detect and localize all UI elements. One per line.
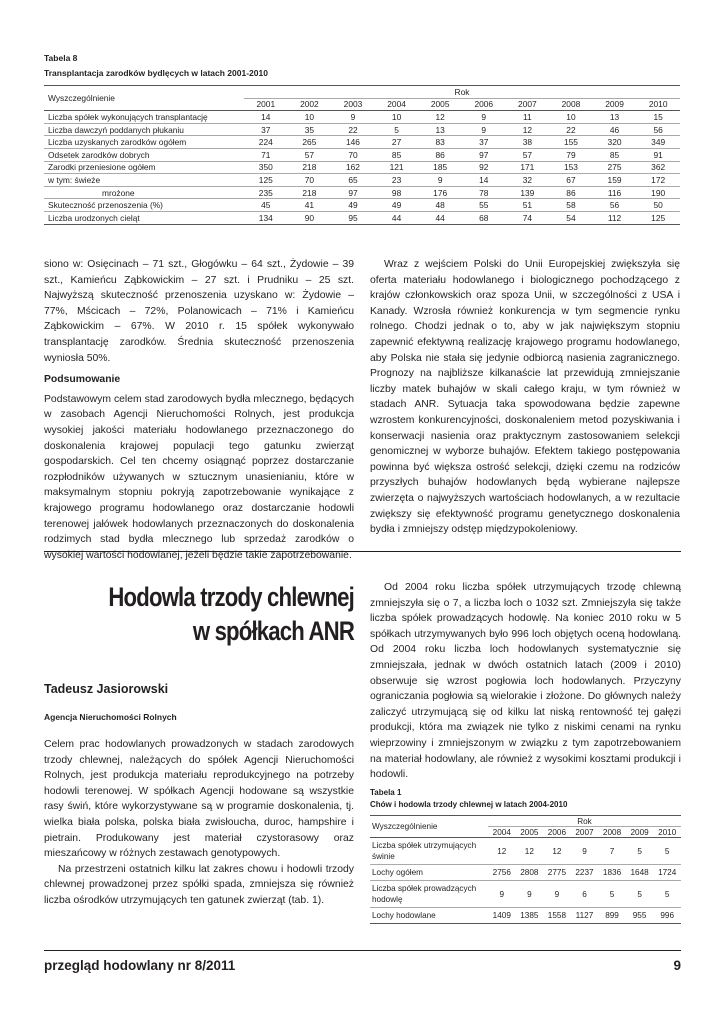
row-label: w tym: świeże (44, 174, 244, 187)
article-left-column (44, 737, 354, 909)
row-label: mrożone (44, 186, 244, 199)
row-label: Lochy hodowlane (370, 908, 488, 924)
row-label: Liczba spółek prowadzących hodowlę (370, 881, 488, 908)
table-cell: 171 (506, 161, 550, 174)
table-cell: 37 (244, 123, 288, 136)
table-cell: 14 (244, 111, 288, 124)
row-label: Liczba spółek utrzymujących świnie (370, 838, 488, 865)
table-cell: 46 (593, 123, 637, 136)
table-row (370, 865, 681, 881)
table-cell: 9 (462, 123, 506, 136)
table-cell: 12 (543, 838, 571, 865)
paragraph: Celem prac hodowlanych prowadzonych w stadach zarodowych trzody chlewnej, należących do spółek Agencji Nieruchomości Rolnych, jest produkcja materiału reprodukcyjnego na potrzeby hodowli terenowej. W spółkach Agencji hodowane są wszystkie rasy świń, które wykorzystywane są w programie doskonalenia, tj. wielka biała polska, polska biała zwisłoucha, duroc, hampshire i pietrain. Produkowany jest materiał czystorasowy oraz mieszańcowy w różnych zestawach genotypowych. (44, 739, 354, 860)
table-cell: 116 (593, 186, 637, 199)
article-title-line2: w spółkach ANR (192, 616, 354, 646)
table8-year-header: 2009 (593, 98, 637, 111)
table8-group-header: Rok (244, 86, 680, 99)
table-cell: 41 (288, 199, 332, 212)
table-cell: 12 (516, 838, 544, 865)
table-cell: 11 (506, 111, 550, 124)
table-cell: 1836 (598, 865, 626, 881)
table-cell: 159 (593, 174, 637, 187)
footer-divider (44, 950, 681, 951)
table8-year-header: 2002 (288, 98, 332, 111)
table-cell: 22 (331, 123, 375, 136)
row-label: Zarodki przeniesione ogółem (44, 161, 244, 174)
table-cell: 1127 (571, 908, 599, 924)
table-cell: 12 (506, 123, 550, 136)
article-title-line1: Hodowla trzody chlewnej (108, 582, 354, 612)
table-cell: 5 (375, 123, 419, 136)
table-cell: 71 (244, 148, 288, 161)
table-cell: 74 (506, 211, 550, 224)
paragraph: siono w: Osięcinach – 71 szt., Głogówku – 64 szt., Żydowie – 39 szt., Kamieńcu Ząbkowickim – 27 szt. i Prudniku – 25 szt. Najwyższą skuteczność przenoszenia uzyskano w: Żydowie – 77%, Mścicach – 72%, Polanowicach – 71% i Kamieńcu Ząbkowickim – 67%. W 2010 r. 15 spółek wykonywało transplantację zarodków. Średnia skuteczność przenoszenia wyniosła 50%. (44, 259, 354, 364)
table-cell: 146 (331, 136, 375, 149)
paragraph: Podstawowym celem stad zarodowych bydła mlecznego, będących w zasobach Agencji Nieruchomości Rolnych, jest produkcja wysokiej jakości materiału hodowlanego przeznaczonego do doskonalenia krajowej populacji tego gatunku zwierząt gospodarskich. Cel ten chcemy osiągnąć poprzez dostarczanie rozpłodników używanych w sztucznym unasienianiu, które w maksymalnym stopniu pokryją zapotrzebowanie wynikające z krajowego programu hodowlanego oraz dostarczanie hodowli terenowej jałówek hodowlanych przeznaczonych do doskonalenia rodzimych stad bydła mlecznego lub sprzedaż zarodków o wysokiej wartości hodowlanej, jeżeli będzie takie zapotrzebowanie. (44, 393, 354, 561)
table1-label-header: Wyszczególnienie (370, 816, 488, 838)
row-label: Liczba uzyskanych zarodków ogółem (44, 136, 244, 149)
table-row (370, 908, 681, 924)
table-cell: 1385 (516, 908, 544, 924)
table-cell: 13 (593, 111, 637, 124)
top-left-column (44, 257, 354, 563)
table-cell: 79 (549, 148, 593, 161)
table-cell: 55 (462, 199, 506, 212)
article-affiliation: Agencja Nieruchomości Rolnych (44, 712, 177, 722)
table1-year-header: 2007 (571, 827, 599, 838)
table-cell: 190 (636, 186, 680, 199)
table-cell: 1724 (653, 865, 681, 881)
table-cell: 275 (593, 161, 637, 174)
row-label: Liczba dawczyń poddanych płukaniu (44, 123, 244, 136)
table-row (44, 123, 680, 136)
table1 (370, 815, 681, 924)
table-cell: 22 (549, 123, 593, 136)
table8-year-header: 2008 (549, 98, 593, 111)
table-cell: 6 (571, 881, 599, 908)
table-row (370, 881, 681, 908)
table8-year-header: 2003 (331, 98, 375, 111)
section-heading-summary: Podsumowanie (44, 374, 121, 386)
table-cell: 5 (626, 881, 654, 908)
page-number: 9 (673, 958, 681, 973)
table-cell: 153 (549, 161, 593, 174)
table-cell: 48 (418, 199, 462, 212)
table-cell: 15 (636, 111, 680, 124)
table-cell: 9 (331, 111, 375, 124)
table-cell: 49 (331, 199, 375, 212)
article-right-column (370, 580, 681, 783)
table-cell: 9 (462, 111, 506, 124)
table-cell: 70 (331, 148, 375, 161)
table-cell: 955 (626, 908, 654, 924)
table-cell: 218 (288, 161, 332, 174)
table-cell: 1558 (543, 908, 571, 924)
table-cell: 9 (543, 881, 571, 908)
table-row (44, 136, 680, 149)
table-cell: 5 (653, 881, 681, 908)
table-row (44, 186, 680, 199)
top-right-column (370, 257, 680, 538)
table-cell: 45 (244, 199, 288, 212)
table-cell: 37 (462, 136, 506, 149)
table-cell: 57 (506, 148, 550, 161)
table-cell: 91 (636, 148, 680, 161)
table-cell: 56 (593, 199, 637, 212)
section-divider (44, 551, 681, 552)
table-cell: 78 (462, 186, 506, 199)
table-cell: 97 (331, 186, 375, 199)
table-cell: 85 (375, 148, 419, 161)
article-author: Tadeusz Jasiorowski (44, 682, 169, 696)
table1-caption-title: Chów i hodowla trzody chlewnej w latach 2004-2010 (370, 800, 568, 809)
table-cell: 65 (331, 174, 375, 187)
table-cell: 5 (598, 881, 626, 908)
table-cell: 95 (331, 211, 375, 224)
table1-caption-label: Tabela 1 (370, 788, 402, 797)
table-cell: 98 (375, 186, 419, 199)
table-cell: 97 (462, 148, 506, 161)
paragraph: Wraz z wejściem Polski do Unii Europejskiej zwiększyła się oferta materiału hodowlanego i biologicznego pochodzącego z krajów członkowskich oraz spoza Unii, w szczególności z USA i Kanady. Wzrosła również konkurencja w tym segmencie rynku rolnego. Chodzi jednak o to, aby w jak największym stopniu zapewnić efektywną realizację krajowego programu hodowlanego, aby Polska nie stała się jedynie odbiorcą nasienia zagranicznego. Prognozy na najbliższe kilkanaście lat przewidują zmniejszanie liczby matek buhajów w skali całego kraju, w tym również w stadach ANR. Sytuacja taka spowodowana będzie zapewne wzrostem konkurencyjności, doskonaleniem metod pozyskiwania i konserwacji nasienia oraz praktycznym zastosowaniem selekcji genomicznej w wyborze buhajów. Efektem takiego postępowania powinna być większa ostrość selekcji, dzięki czemu na rodziców przyszłych buhajów hodowlanych będą wybierane najlepsze zwierzęta o najwyższych wartościach hodowlanych, a w rezultacie zwiększy się efektywność programu genetycznego doskonalenia bydła i zmniejszy odstęp międzypokoleniowy. (370, 259, 680, 536)
table-cell: 1409 (488, 908, 516, 924)
table-row (44, 148, 680, 161)
table1-year-header: 2008 (598, 827, 626, 838)
table-cell: 320 (593, 136, 637, 149)
table-cell: 9 (516, 881, 544, 908)
table1-year-header: 2010 (653, 827, 681, 838)
table-cell: 155 (549, 136, 593, 149)
table-cell: 265 (288, 136, 332, 149)
table-cell: 70 (288, 174, 332, 187)
paragraph: Na przestrzeni ostatnich kilku lat zakres chowu i hodowli trzody chlewnej prowadzonej przez spółki spada, zmniejsza się również liczba ośrodków utrzymujących ten gatunek zwierząt (tab. 1). (44, 863, 354, 906)
table1-group-header: Rok (488, 816, 681, 827)
table-cell: 125 (244, 174, 288, 187)
table-cell: 92 (462, 161, 506, 174)
table-cell: 83 (418, 136, 462, 149)
table8-year-header: 2004 (375, 98, 419, 111)
table-cell: 9 (571, 838, 599, 865)
table1-year-header: 2005 (516, 827, 544, 838)
table-row (44, 111, 680, 124)
table-cell: 112 (593, 211, 637, 224)
table-cell: 235 (244, 186, 288, 199)
table-cell: 58 (549, 199, 593, 212)
table-cell: 350 (244, 161, 288, 174)
table-cell: 162 (331, 161, 375, 174)
table-cell: 10 (288, 111, 332, 124)
row-label: Lochy ogółem (370, 865, 488, 881)
paragraph: Od 2004 roku liczba spółek utrzymujących trzodę chlewną zmniejszyła się o 7, a liczba loch o 1032 szt. Zmniejszyła się także liczba spółek prowadzących hodowlę. Na koniec 2010 roku w 5 spółkach utrzymywanych było 996 loch objętych oceną hodowlaną. Od 2004 roku liczba loch hodowlanych systematycznie się zmniejszała, jednak w dwóch ostatnich latach (2009 i 2010) obserwuje się wzrost pogłowia loch hodowlanych. Przyczyny ograniczania pogłowia są wielorakie i złożone. Do głównych należy zaliczyć utrzymującą się od kilku lat niską rentowność tej gałęzi produkcji, która ma związek nie tylko z niskimi cenami na rynku wieprzowiny i zmniejszonym w związku z tym zapotrzebowaniem na materiał hodowlany, ale również z wysokimi kosztami produkcji i hodowli. (370, 582, 681, 781)
table1-year-header: 2006 (543, 827, 571, 838)
table-cell: 67 (549, 174, 593, 187)
article-title (100, 580, 354, 648)
table-cell: 2808 (516, 865, 544, 881)
table-row (44, 199, 680, 212)
table8-year-header: 2010 (636, 98, 680, 111)
table-cell: 2237 (571, 865, 599, 881)
table-cell: 27 (375, 136, 419, 149)
row-label: Liczba urodzonych cieląt (44, 211, 244, 224)
table8-year-header: 2001 (244, 98, 288, 111)
table-row (44, 161, 680, 174)
table-cell: 44 (375, 211, 419, 224)
table8 (44, 85, 680, 225)
table-cell: 2775 (543, 865, 571, 881)
table8-year-header: 2007 (506, 98, 550, 111)
table-cell: 14 (462, 174, 506, 187)
table-row (44, 211, 680, 224)
table-cell: 32 (506, 174, 550, 187)
table-cell: 44 (418, 211, 462, 224)
table-cell: 121 (375, 161, 419, 174)
table-cell: 139 (506, 186, 550, 199)
table1-year-header: 2004 (488, 827, 516, 838)
table-cell: 9 (488, 881, 516, 908)
table-row (370, 838, 681, 865)
table-cell: 5 (653, 838, 681, 865)
row-label: Skuteczność przenoszenia (%) (44, 199, 244, 212)
table-row (44, 174, 680, 187)
table-cell: 218 (288, 186, 332, 199)
table-cell: 49 (375, 199, 419, 212)
row-label: Odsetek zarodków dobrych (44, 148, 244, 161)
table-cell: 86 (418, 148, 462, 161)
table-cell: 10 (375, 111, 419, 124)
table1-year-header: 2009 (626, 827, 654, 838)
journal-footer: przegląd hodowlany nr 8/2011 (44, 958, 236, 973)
table-cell: 1648 (626, 865, 654, 881)
table-cell: 57 (288, 148, 332, 161)
table-cell: 224 (244, 136, 288, 149)
table8-label-header: Wyszczególnienie (44, 86, 244, 111)
table-cell: 5 (626, 838, 654, 865)
table-cell: 362 (636, 161, 680, 174)
table8-year-header: 2006 (462, 98, 506, 111)
table8-year-header: 2005 (418, 98, 462, 111)
table-cell: 172 (636, 174, 680, 187)
table-cell: 134 (244, 211, 288, 224)
table-cell: 125 (636, 211, 680, 224)
table-cell: 38 (506, 136, 550, 149)
table-cell: 7 (598, 838, 626, 865)
table-cell: 23 (375, 174, 419, 187)
table-cell: 68 (462, 211, 506, 224)
row-label: Liczba spółek wykonujących transplantację (44, 111, 244, 124)
table-cell: 51 (506, 199, 550, 212)
table8-caption-title: Transplantacja zarodków bydlęcych w latach 2001-2010 (44, 68, 268, 78)
table-cell: 185 (418, 161, 462, 174)
table-cell: 10 (549, 111, 593, 124)
table-cell: 899 (598, 908, 626, 924)
table-cell: 86 (549, 186, 593, 199)
table-cell: 2756 (488, 865, 516, 881)
table-cell: 56 (636, 123, 680, 136)
table-cell: 176 (418, 186, 462, 199)
table-cell: 90 (288, 211, 332, 224)
table-cell: 35 (288, 123, 332, 136)
table-cell: 12 (488, 838, 516, 865)
table-cell: 13 (418, 123, 462, 136)
table-cell: 9 (418, 174, 462, 187)
table-cell: 996 (653, 908, 681, 924)
table-cell: 349 (636, 136, 680, 149)
table-cell: 85 (593, 148, 637, 161)
table-cell: 54 (549, 211, 593, 224)
table-cell: 12 (418, 111, 462, 124)
table8-caption-label: Tabela 8 (44, 53, 78, 63)
table-cell: 50 (636, 199, 680, 212)
